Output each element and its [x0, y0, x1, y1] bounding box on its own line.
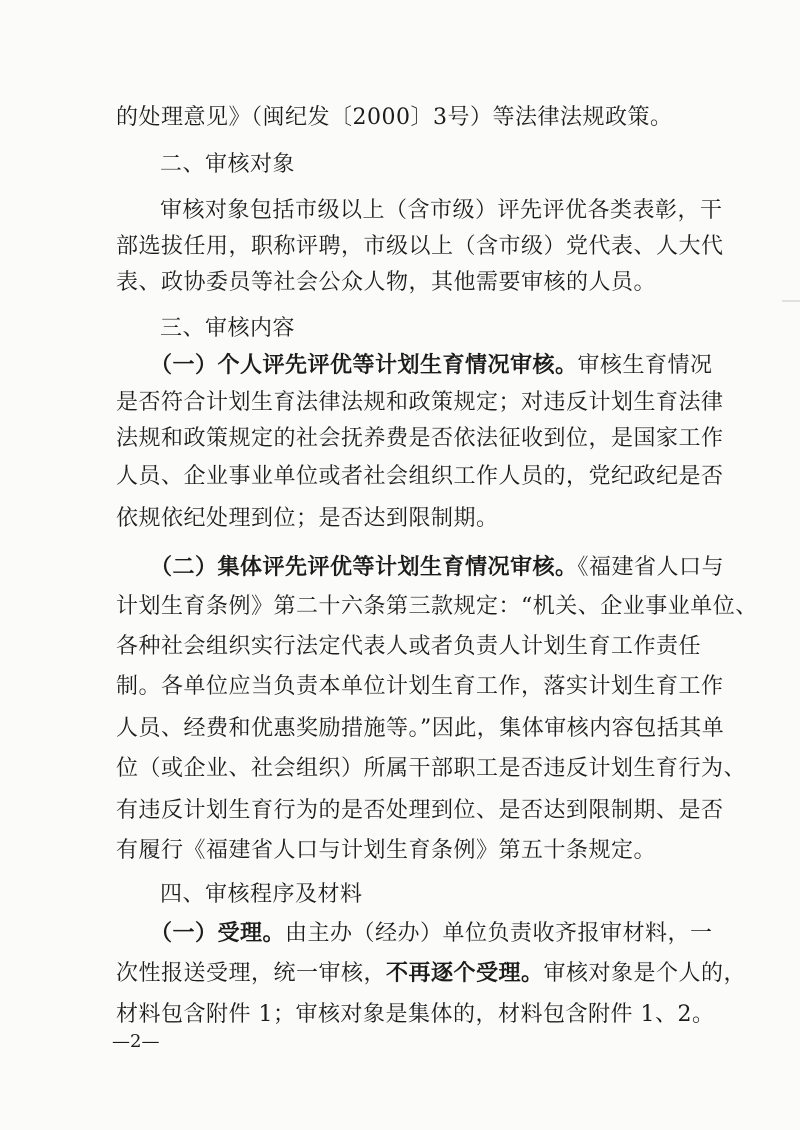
section-heading-procedure	[160, 880, 736, 910]
line-text: 审核对象是个人的，	[543, 961, 747, 986]
page-number: —2—	[112, 1031, 160, 1052]
body-line	[116, 958, 747, 989]
line-text: 部选拔任用，职称评聘，市级以上（含市级）党代表、人大代	[116, 234, 724, 259]
line-text: 依规依纪处理到位；是否达到限制期。	[116, 506, 499, 531]
body-line	[116, 796, 724, 826]
subsection-line	[150, 918, 713, 949]
subsection-line	[150, 552, 725, 583]
body-line	[116, 632, 702, 662]
body-line	[116, 754, 747, 784]
subsection-title: （二）集体评先评优等计划生育情况审核。	[150, 554, 578, 580]
bold-emphasis: 不再逐个受理。	[386, 960, 544, 986]
body-line	[116, 103, 692, 133]
body-line	[116, 672, 724, 702]
body-line	[116, 462, 724, 492]
line-text: 审核生育情况	[577, 353, 713, 378]
line-text: 计划生育条例》第二十六条第三款规定：“机关、企业事业单位、	[116, 594, 758, 619]
body-line	[116, 232, 724, 262]
line-text: 由主办（经办）单位负责收齐报审材料，一	[285, 921, 713, 946]
line-text: 人员、经费和优惠奖励措施等。”因此，集体审核内容包括其单	[116, 716, 725, 741]
section-heading-audit-content	[160, 314, 736, 344]
line-text: 审核对象包括市级以上（含市级）评先评优各类表彰，干	[160, 198, 723, 223]
section-heading-audit-target	[160, 150, 736, 180]
body-line	[160, 196, 723, 226]
line-text: 的处理意见》（闽纪发〔2000〕3号）等法律法规政策。	[116, 105, 673, 130]
body-line	[116, 714, 725, 744]
body-line	[116, 592, 758, 622]
body-line	[116, 1000, 715, 1030]
body-line	[116, 268, 692, 298]
subsection-title: （一）个人评先评优等计划生育情况审核。	[150, 352, 578, 378]
heading-text: 三、审核内容	[160, 316, 296, 341]
line-text: 材料包含附件 1；审核对象是集体的，材料包含附件 1、2。	[116, 1002, 715, 1027]
line-text: 制。各单位应当负责本单位计划生育工作，落实计划生育工作	[116, 674, 724, 699]
line-text: 有履行《福建省人口与计划生育条例》第五十条规定。	[116, 838, 657, 863]
scan-artifact	[782, 300, 800, 312]
body-line	[116, 836, 692, 866]
body-line	[116, 504, 692, 534]
body-line	[116, 424, 724, 454]
subsection-title: （一）受理。	[150, 920, 286, 946]
line-text: 有违反计划生育行为的是否处理到位、是否达到限制期、是否	[116, 798, 724, 823]
line-text: 人员、企业事业单位或者社会组织工作人员的，党纪政纪是否	[116, 464, 724, 489]
line-text: 法规和政策规定的社会抚养费是否依法征收到位，是国家工作	[116, 426, 724, 451]
line-text: 位（或企业、社会组织）所属干部职工是否违反计划生育行为、	[116, 756, 747, 781]
heading-text: 四、审核程序及材料	[160, 882, 363, 907]
line-text: 是否符合计划生育法律法规和政策规定；对违反计划生育法律	[116, 390, 724, 415]
subsection-line	[150, 350, 713, 381]
line-text: 各种社会组织实行法定代表人或者负责人计划生育工作责任	[116, 634, 702, 659]
line-text: 次性报送受理，统一审核，	[116, 961, 387, 986]
line-text: 《福建省人口与	[577, 555, 725, 580]
body-line	[116, 388, 724, 418]
heading-text: 二、审核对象	[160, 152, 296, 177]
line-text: 表、政协委员等社会公众人物，其他需要审核的人员。	[116, 270, 657, 295]
